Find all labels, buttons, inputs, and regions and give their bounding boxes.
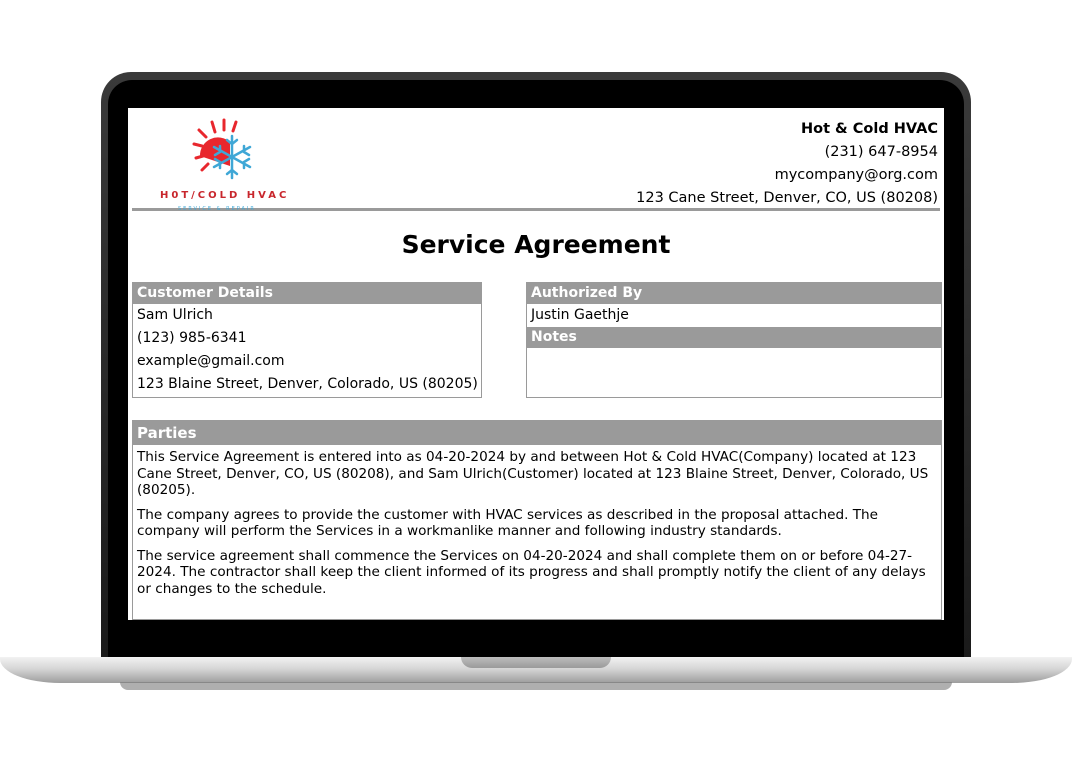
notes-content	[527, 348, 941, 371]
parties-paragraph: The company agrees to provide the customer with HVAC services as described in the proposal attached. The company will perform the Services in a workmanlike manner and following industry standards.	[137, 506, 878, 539]
parties-heading: Parties	[133, 421, 941, 445]
sun-snowflake-icon	[132, 118, 332, 188]
company-logo	[132, 118, 332, 212]
parties-paragraph: This Service Agreement is entered into as 04-20-2024 by and between Hot & Cold HVAC(Company) located at 123 Cane Street, Denver, CO, US (80208), and Sam Ulrich(Customer) located at 123 Blaine Street, Denver, Colorado, US (80205).	[137, 449, 929, 498]
notes-heading: Notes	[527, 327, 941, 348]
company-name: Hot & Cold HVAC	[800, 121, 938, 137]
company-info	[636, 118, 938, 210]
customer-details-panel	[132, 282, 482, 398]
customer-email: example@gmail.com	[137, 353, 285, 369]
company-email: mycompany@org.com	[774, 167, 938, 183]
company-phone: (231) 647-8954	[824, 144, 938, 160]
parties-paragraph: The service agreement shall commence the Services on 04-20-2024 and shall complete them on or before 04-27-2024. The contractor shall keep the client informed of its progress and shall promptly notify the client of any delays or changes to the schedule.	[137, 547, 926, 597]
customer-details-heading: Customer Details	[133, 283, 481, 304]
laptop-screen	[128, 108, 944, 620]
authorization-panel	[526, 282, 942, 398]
parties-section	[132, 420, 942, 620]
page-title: Service Agreement	[401, 230, 671, 259]
company-address: 123 Cane Street, Denver, CO, US (80208)	[636, 190, 938, 206]
customer-address: 123 Blaine Street, Denver, Colorado, US (80205)	[137, 376, 478, 392]
authorized-by-heading: Authorized By	[527, 283, 941, 304]
logo-subtitle: SERVICE & REPAIR	[178, 206, 256, 212]
document-header	[132, 108, 940, 211]
customer-phone: (123) 985-6341	[137, 330, 247, 346]
laptop-hinge-notch	[461, 657, 611, 668]
customer-name: Sam Ulrich	[137, 307, 213, 323]
laptop-base-shadow	[120, 682, 952, 690]
logo-title: H0T/COLD HVAC	[160, 190, 290, 201]
authorized-by-name: Justin Gaethje	[531, 307, 629, 323]
